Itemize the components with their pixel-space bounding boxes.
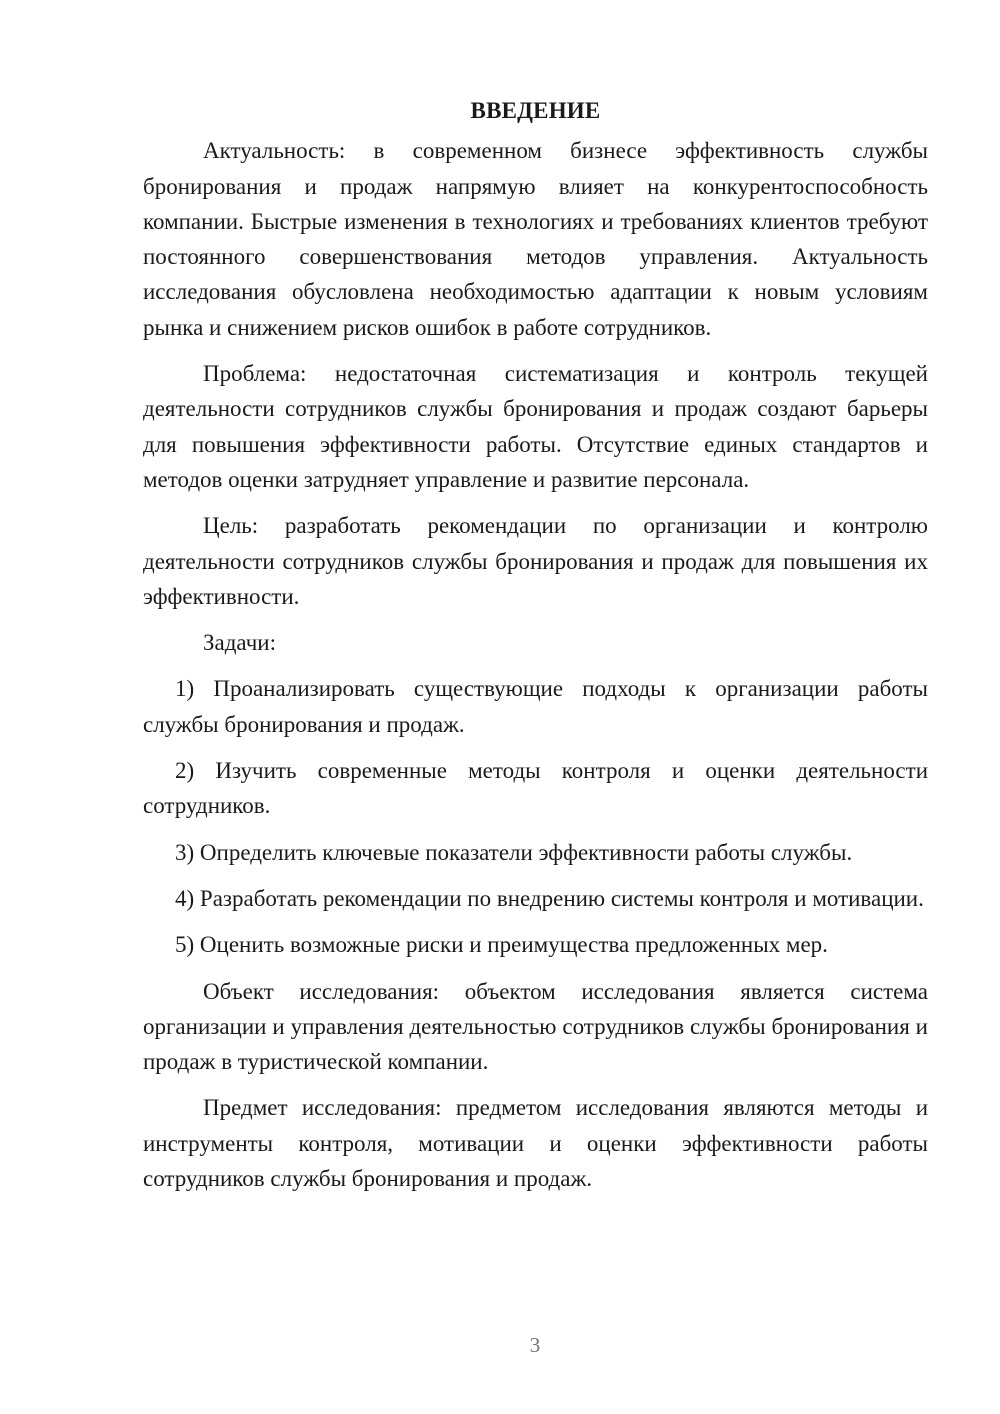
task-item-5: 5) Оценить возможные риски и преимущества предложенных мер. bbox=[175, 932, 828, 958]
object-paragraph: Объект исследования: объектом исследования является система организации и управления деятельностью сотрудников службы бронирования и продаж в туристической компании. bbox=[143, 978, 928, 1075]
task-item-2: 2) Изучить современные методы контроля и оценки деятельности сотрудников. bbox=[143, 758, 928, 819]
goal-paragraph: Цель: разработать рекомендации по организации и контролю деятельности сотрудников службы бронирования и продаж для повышения их эффективности. bbox=[143, 513, 928, 609]
task-item-1: 1) Проанализировать существующие подходы к организации работы службы бронирования и продаж. bbox=[143, 676, 928, 737]
page-content bbox=[143, 93, 928, 1207]
page-number: 3 bbox=[529, 1333, 541, 1357]
task-item-4: 4) Разработать рекомендации по внедрению системы контроля и мотивации. bbox=[175, 885, 924, 911]
subject-paragraph: Предмет исследования: предметом исследования являются методы и инструменты контроля, мотивации и оценки эффективности работы сотрудников службы бронирования и продаж. bbox=[143, 1095, 928, 1192]
section-heading: ВВЕДЕНИЕ bbox=[470, 98, 601, 123]
problem-paragraph: Проблема: недостаточная систематизация и контроль текущей деятельности сотрудников службы бронирования и продаж создают барьеры для повышения эффективности работы. Отсутствие единых стандартов и методов оценки затрудняет управление и развитие персонала. bbox=[143, 361, 928, 492]
relevance-paragraph: Актуальность: в современном бизнесе эффективность службы бронирования и продаж напрямую влияет на конкурентоспособность компании. Быстрые изменения в технологиях и требованиях клиентов требуют постоянного совершенствования методов управления. Актуальность исследования обусловлена необходимостью адаптации к новым условиям рынка и снижением рисков ошибок в работе сотрудников. bbox=[143, 138, 928, 340]
tasks-label: Задачи: bbox=[203, 630, 276, 656]
task-item-3: 3) Определить ключевые показатели эффективности работы службы. bbox=[175, 839, 853, 865]
